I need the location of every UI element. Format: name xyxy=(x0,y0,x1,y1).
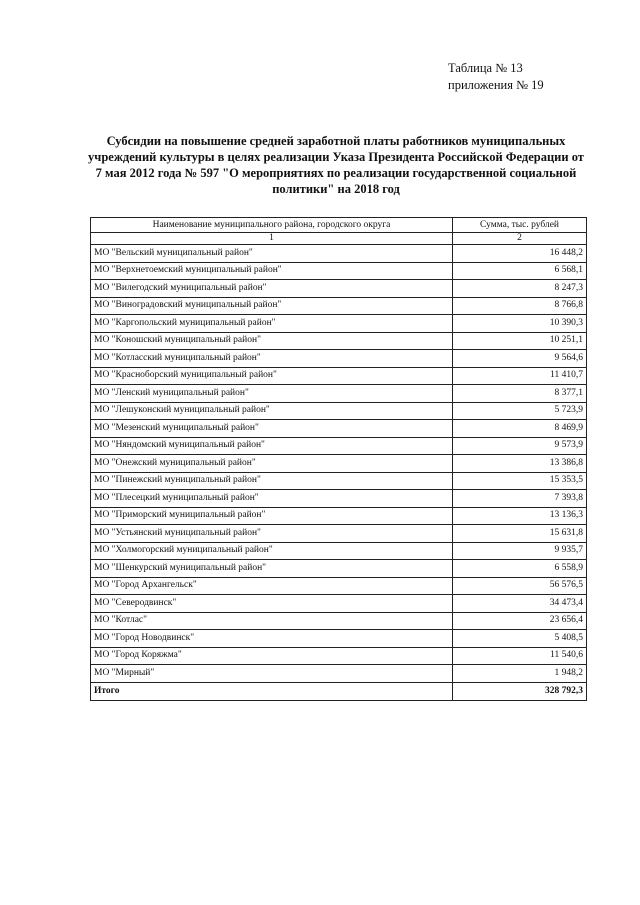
municipality-name: МО "Приморский муниципальный район" xyxy=(91,507,453,525)
total-value: 328 792,3 xyxy=(453,682,587,700)
municipality-name: МО "Онежский муниципальный район" xyxy=(91,455,453,473)
municipality-name: МО "Город Архангельск" xyxy=(91,577,453,595)
subsidy-amount: 15 631,8 xyxy=(453,525,587,543)
subsidy-amount: 9 935,7 xyxy=(453,542,587,560)
municipality-name: МО "Вилегодский муниципальный район" xyxy=(91,280,453,298)
table-row xyxy=(91,472,587,490)
municipality-name: МО "Северодвинск" xyxy=(91,595,453,613)
subsidy-amount: 9 564,6 xyxy=(453,350,587,368)
municipality-name: МО "Шенкурский муниципальный район" xyxy=(91,560,453,578)
municipality-name: МО "Мезенский муниципальный район" xyxy=(91,420,453,438)
subsidy-amount: 8 766,8 xyxy=(453,297,587,315)
subsidy-amount: 8 247,3 xyxy=(453,280,587,298)
table-row xyxy=(91,647,587,665)
total-label: Итого xyxy=(91,682,453,700)
municipality-name: МО "Верхнетоемский муниципальный район" xyxy=(91,262,453,280)
subsidy-amount: 5 723,9 xyxy=(453,402,587,420)
table-row xyxy=(91,332,587,350)
subsidy-amount: 10 251,1 xyxy=(453,332,587,350)
table-row xyxy=(91,367,587,385)
municipality-name: МО "Холмогорский муниципальный район" xyxy=(91,542,453,560)
subsidy-amount: 5 408,5 xyxy=(453,630,587,648)
municipality-name: МО "Мирный" xyxy=(91,665,453,683)
municipality-name: МО "Виноградовский муниципальный район" xyxy=(91,297,453,315)
subsidies-table xyxy=(90,217,587,701)
table-row xyxy=(91,560,587,578)
table-number: Таблица № 13 xyxy=(448,61,523,75)
subsidy-amount: 6 558,9 xyxy=(453,560,587,578)
table-row xyxy=(91,245,587,263)
subsidy-amount: 9 573,9 xyxy=(453,437,587,455)
subsidy-amount: 56 576,5 xyxy=(453,577,587,595)
subsidy-amount: 34 473,4 xyxy=(453,595,587,613)
appendix-number: приложения № 19 xyxy=(448,78,544,92)
subsidy-amount: 6 568,1 xyxy=(453,262,587,280)
table-row xyxy=(91,595,587,613)
table-row xyxy=(91,665,587,683)
municipality-name: МО "Город Новодвинск" xyxy=(91,630,453,648)
table-row xyxy=(91,315,587,333)
subsidy-amount: 8 469,9 xyxy=(453,420,587,438)
subsidy-amount: 8 377,1 xyxy=(453,385,587,403)
municipality-name: МО "Котлас" xyxy=(91,612,453,630)
subsidy-amount: 1 948,2 xyxy=(453,665,587,683)
municipality-name: МО "Коношский муниципальный район" xyxy=(91,332,453,350)
municipality-name: МО "Красноборский муниципальный район" xyxy=(91,367,453,385)
table-row xyxy=(91,297,587,315)
table-header-row xyxy=(91,218,587,233)
municipality-name: МО "Пинежский муниципальный район" xyxy=(91,472,453,490)
column-header-name: Наименование муниципального района, городского округа xyxy=(91,218,453,233)
table-row xyxy=(91,280,587,298)
municipality-name: МО "Плесецкий муниципальный район" xyxy=(91,490,453,508)
table-row xyxy=(91,525,587,543)
subsidy-amount: 7 393,8 xyxy=(453,490,587,508)
table-column-numbers xyxy=(91,233,587,245)
table-row xyxy=(91,542,587,560)
table-row xyxy=(91,490,587,508)
table-row xyxy=(91,420,587,438)
table-row xyxy=(91,437,587,455)
table-reference xyxy=(448,60,544,94)
subsidy-amount: 11 410,7 xyxy=(453,367,587,385)
subsidy-amount: 15 353,5 xyxy=(453,472,587,490)
table-row xyxy=(91,612,587,630)
table-row xyxy=(91,385,587,403)
column-number-1: 1 xyxy=(91,233,453,245)
table-row xyxy=(91,455,587,473)
subsidy-amount: 16 448,2 xyxy=(453,245,587,263)
table-row xyxy=(91,577,587,595)
subsidy-amount: 23 656,4 xyxy=(453,612,587,630)
municipality-name: МО "Ленский муниципальный район" xyxy=(91,385,453,403)
total-row xyxy=(91,682,587,700)
document-title: Субсидии на повышение средней заработной платы работников муниципальных учреждений культуры в целях реализации Указа Президента Российской Федерации от 7 мая 2012 года № 597 "О мероприятиях по реализации государственной социальной политики" на 2018 год xyxy=(88,134,584,196)
subsidy-amount: 10 390,3 xyxy=(453,315,587,333)
municipality-name: МО "Лешуконский муниципальный район" xyxy=(91,402,453,420)
municipality-name: МО "Каргопольский муниципальный район" xyxy=(91,315,453,333)
municipality-name: МО "Няндомский муниципальный район" xyxy=(91,437,453,455)
column-number-2: 2 xyxy=(453,233,587,245)
column-header-sum: Сумма, тыс. рублей xyxy=(453,218,587,233)
table-row xyxy=(91,350,587,368)
subsidy-amount: 13 386,8 xyxy=(453,455,587,473)
table-row xyxy=(91,507,587,525)
table-row xyxy=(91,630,587,648)
municipality-name: МО "Вельский муниципальный район" xyxy=(91,245,453,263)
table-row xyxy=(91,262,587,280)
subsidy-amount: 11 540,6 xyxy=(453,647,587,665)
subsidy-amount: 13 136,3 xyxy=(453,507,587,525)
municipality-name: МО "Котласский муниципальный район" xyxy=(91,350,453,368)
municipality-name: МО "Город Коряжма" xyxy=(91,647,453,665)
table-row xyxy=(91,402,587,420)
municipality-name: МО "Устьянский муниципальный район" xyxy=(91,525,453,543)
